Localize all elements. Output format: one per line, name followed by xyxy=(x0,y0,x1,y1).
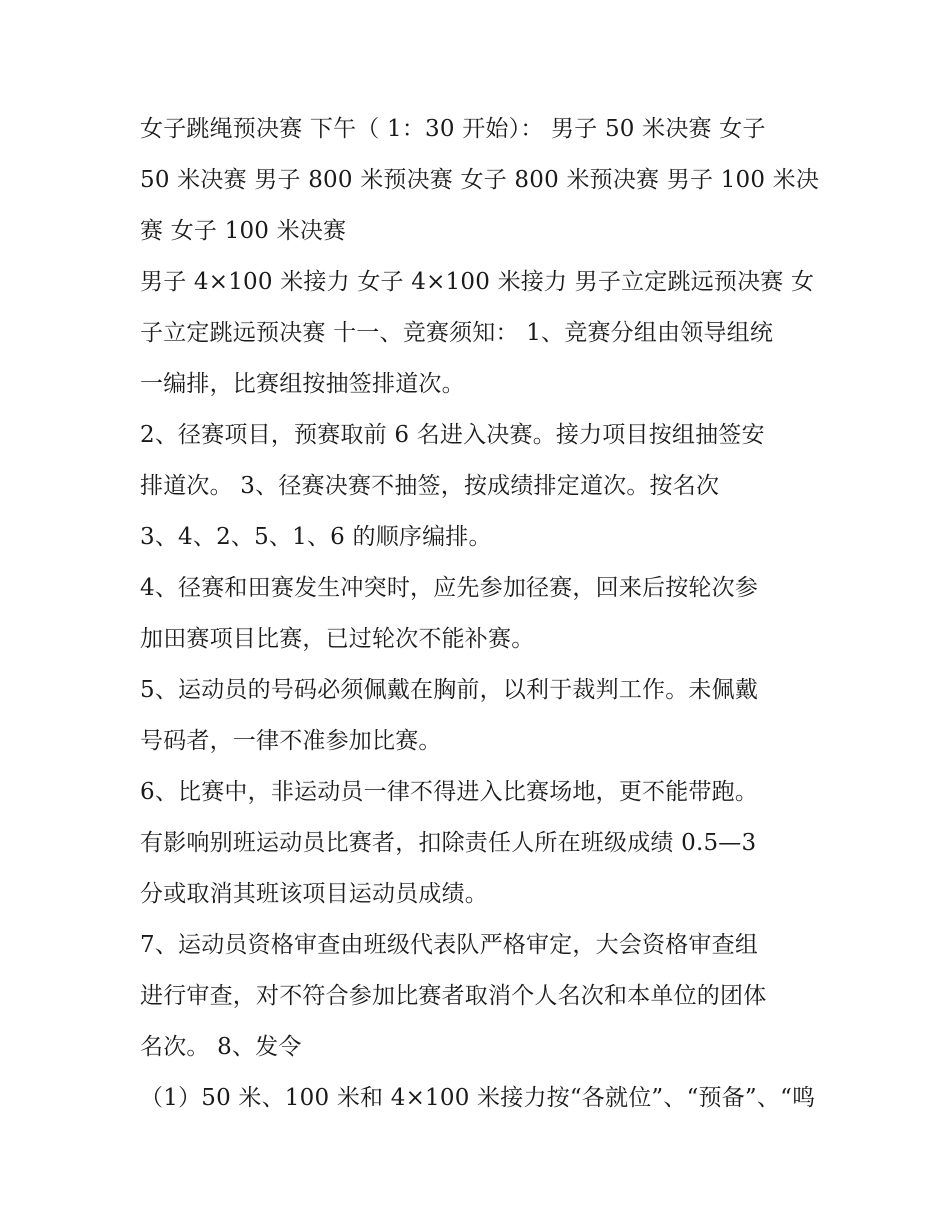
text-line: 4、径赛和田赛发生冲突时，应先参加径赛，回来后按轮次参 xyxy=(140,575,759,601)
text-line: 7、运动员资格审查由班级代表队严格审定，大会资格审查组 xyxy=(140,932,759,958)
text-line: 5、运动员的号码必须佩戴在胸前，以利于裁判工作。未佩戴 xyxy=(140,677,759,703)
text-line: 一编排，比赛组按抽签排道次。 xyxy=(140,371,465,397)
text-line: 赛 女子 100 米决赛 xyxy=(140,218,347,244)
text-line: 排道次。 3、径赛决赛不抽签，按成绩排定道次。按名次 xyxy=(140,473,720,499)
text-line: 分或取消其班该项目运动员成绩。 xyxy=(140,881,488,907)
text-line: 进行审查，对不符合参加比赛者取消个人名次和本单位的团体 xyxy=(140,983,767,1009)
text-line: 号码者，一律不准参加比赛。 xyxy=(140,728,442,754)
document-body xyxy=(140,104,820,1124)
text-line: 加田赛项目比赛，已过轮次不能补赛。 xyxy=(140,626,535,652)
text-line: 女子跳绳预决赛 下午（ 1：30 开始）： 男子 50 米决赛 女子 xyxy=(140,116,766,142)
text-line: 子立定跳远预决赛 十一、竞赛须知： 1、竞赛分组由领导组统 xyxy=(140,320,774,346)
text-line: 3、4、2、5、1、6 的顺序编排。 xyxy=(140,524,492,550)
text-line: 2、径赛项目，预赛取前 6 名进入决赛。接力项目按组抽签安 xyxy=(140,422,765,448)
text-line: 6、比赛中，非运动员一律不得进入比赛场地，更不能带跑。 xyxy=(140,779,759,805)
text-line: 50 米决赛 男子 800 米预决赛 女子 800 米预决赛 男子 100 米决 xyxy=(140,167,820,193)
text-line: （1）50 米、100 米和 4×100 米接力按“各就位”、“预备”、“鸣 xyxy=(140,1085,816,1111)
text-line: 男子 4×100 米接力 女子 4×100 米接力 男子立定跳远预决赛 女 xyxy=(140,269,815,295)
text-line: 有影响别班运动员比赛者，扣除责任人所在班级成绩 0.5—3 xyxy=(140,830,757,856)
text-line: 名次。 8、发令 xyxy=(140,1034,302,1060)
